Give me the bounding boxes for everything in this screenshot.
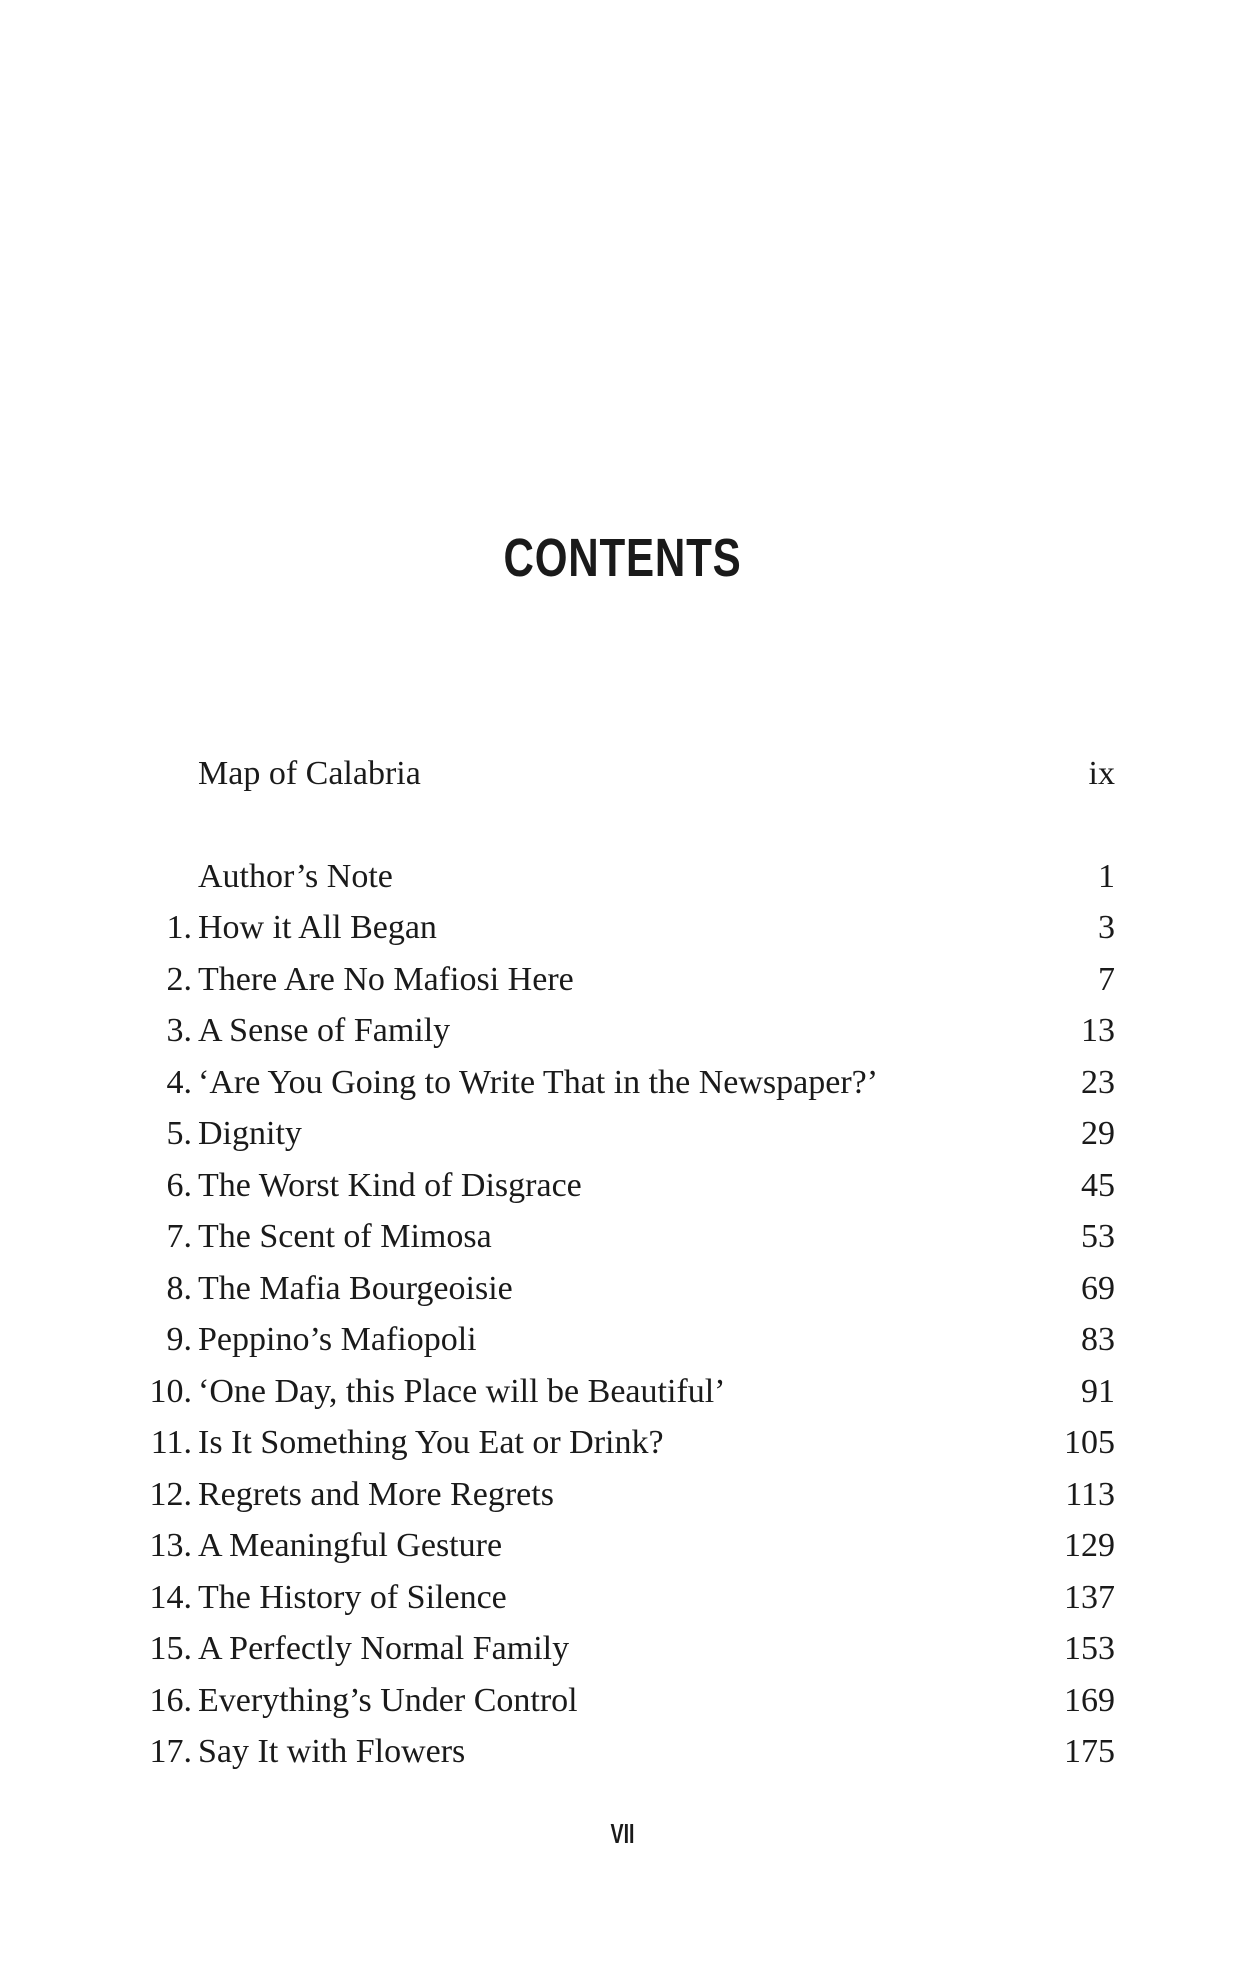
- toc-entry-number: 15.: [149, 1630, 192, 1667]
- toc-entry-page: 153: [1064, 1630, 1115, 1667]
- toc-entry-chapter[interactable]: [140, 1623, 1115, 1675]
- toc-entry-authors-note[interactable]: [140, 851, 1115, 903]
- toc-entry-page: 53: [1081, 1218, 1115, 1255]
- toc-entry-number: 13.: [149, 1527, 192, 1564]
- toc-spacer: [140, 800, 1115, 851]
- toc-entry-page: 45: [1081, 1166, 1115, 1204]
- toc-entry-title: Peppino’s Mafiopoli: [198, 1321, 477, 1358]
- toc-entry-title: ‘Are You Going to Write That in the Newspaper?’: [198, 1063, 879, 1101]
- toc-entry-page: 69: [1081, 1269, 1115, 1307]
- toc-entry-page: 83: [1081, 1321, 1115, 1358]
- toc-entry-title: Everything’s Under Control: [198, 1681, 578, 1719]
- toc-entry-page: ix: [1088, 755, 1115, 792]
- toc-entry-title: There Are No Mafiosi Here: [198, 960, 574, 998]
- toc-entry-title: Say It with Flowers: [198, 1733, 466, 1770]
- toc-entry-title: Dignity: [198, 1115, 302, 1152]
- toc-entry-map[interactable]: [140, 748, 1115, 800]
- toc-entry-number: 4.: [166, 1063, 192, 1101]
- toc-entry-page: 113: [1065, 1475, 1115, 1513]
- toc-entry-number: 6.: [166, 1166, 192, 1204]
- toc-entry-title: Map of Calabria: [198, 755, 421, 792]
- toc-entry-page: 129: [1064, 1527, 1115, 1564]
- toc-entry-number: 9.: [166, 1321, 192, 1358]
- toc-entry-chapter[interactable]: [140, 902, 1115, 954]
- toc-entry-title: The History of Silence: [198, 1578, 507, 1616]
- toc-entry-title: Author’s Note: [198, 857, 393, 895]
- toc-entry-title: The Scent of Mimosa: [198, 1218, 492, 1255]
- toc-entry-page: 13: [1081, 1012, 1115, 1049]
- toc-entry-page: 91: [1081, 1372, 1115, 1410]
- toc-entry-page: 7: [1098, 960, 1115, 998]
- toc-entry-chapter[interactable]: [140, 1160, 1115, 1212]
- toc-entry-chapter[interactable]: [140, 954, 1115, 1006]
- toc-entry-chapter[interactable]: [140, 1057, 1115, 1109]
- toc-entry-chapter[interactable]: [140, 1366, 1115, 1418]
- toc-entry-title: The Mafia Bourgeoisie: [198, 1269, 513, 1307]
- chapter-list: [140, 902, 1115, 1778]
- toc-entry-page: 175: [1064, 1733, 1115, 1770]
- page-number: VII: [610, 1818, 635, 1849]
- page-title: CONTENTS: [503, 528, 742, 588]
- toc-entry-chapter[interactable]: [140, 1417, 1115, 1469]
- toc-entry-chapter[interactable]: [140, 1211, 1115, 1263]
- toc-entry-number: 11.: [150, 1424, 192, 1461]
- toc-entry-chapter[interactable]: [140, 1675, 1115, 1727]
- toc-entry-chapter[interactable]: [140, 1314, 1115, 1366]
- toc-entry-page: 169: [1064, 1681, 1115, 1719]
- toc-entry-chapter[interactable]: [140, 1469, 1115, 1521]
- toc-entry-number: 7.: [166, 1218, 192, 1255]
- toc-entry-chapter[interactable]: [140, 1572, 1115, 1624]
- toc-entry-title: Is It Something You Eat or Drink?: [198, 1424, 664, 1461]
- toc-entry-title: A Meaningful Gesture: [198, 1527, 503, 1564]
- table-of-contents: [140, 748, 1115, 1778]
- toc-entry-title: The Worst Kind of Disgrace: [198, 1166, 582, 1204]
- toc-entry-chapter[interactable]: [140, 1726, 1115, 1778]
- toc-entry-number: 12.: [149, 1475, 192, 1513]
- toc-entry-number: 3.: [166, 1012, 192, 1049]
- toc-entry-page: 137: [1064, 1578, 1115, 1616]
- toc-entry-chapter[interactable]: [140, 1520, 1115, 1572]
- toc-entry-page: 1: [1098, 857, 1115, 895]
- toc-entry-title: ‘One Day, this Place will be Beautiful’: [198, 1372, 726, 1410]
- toc-entry-chapter[interactable]: [140, 1108, 1115, 1160]
- toc-entry-title: A Perfectly Normal Family: [198, 1630, 570, 1667]
- toc-entry-number: 1.: [166, 909, 192, 946]
- toc-entry-title: Regrets and More Regrets: [198, 1475, 554, 1513]
- toc-entry-page: 23: [1081, 1063, 1115, 1101]
- toc-entry-number: 5.: [166, 1115, 192, 1152]
- toc-entry-number: 2.: [166, 960, 192, 998]
- toc-entry-number: 10.: [149, 1372, 192, 1410]
- toc-entry-chapter[interactable]: [140, 1263, 1115, 1315]
- toc-entry-number: 16.: [149, 1681, 192, 1719]
- toc-entry-number: 8.: [166, 1269, 192, 1307]
- toc-entry-page: 29: [1081, 1115, 1115, 1152]
- toc-entry-page: 3: [1098, 909, 1115, 946]
- toc-entry-page: 105: [1064, 1424, 1115, 1461]
- toc-entry-number: 14.: [149, 1578, 192, 1616]
- toc-entry-number: 17.: [149, 1733, 192, 1770]
- toc-entry-title: How it All Began: [198, 909, 437, 946]
- toc-entry-title: A Sense of Family: [198, 1012, 451, 1049]
- toc-entry-chapter[interactable]: [140, 1005, 1115, 1057]
